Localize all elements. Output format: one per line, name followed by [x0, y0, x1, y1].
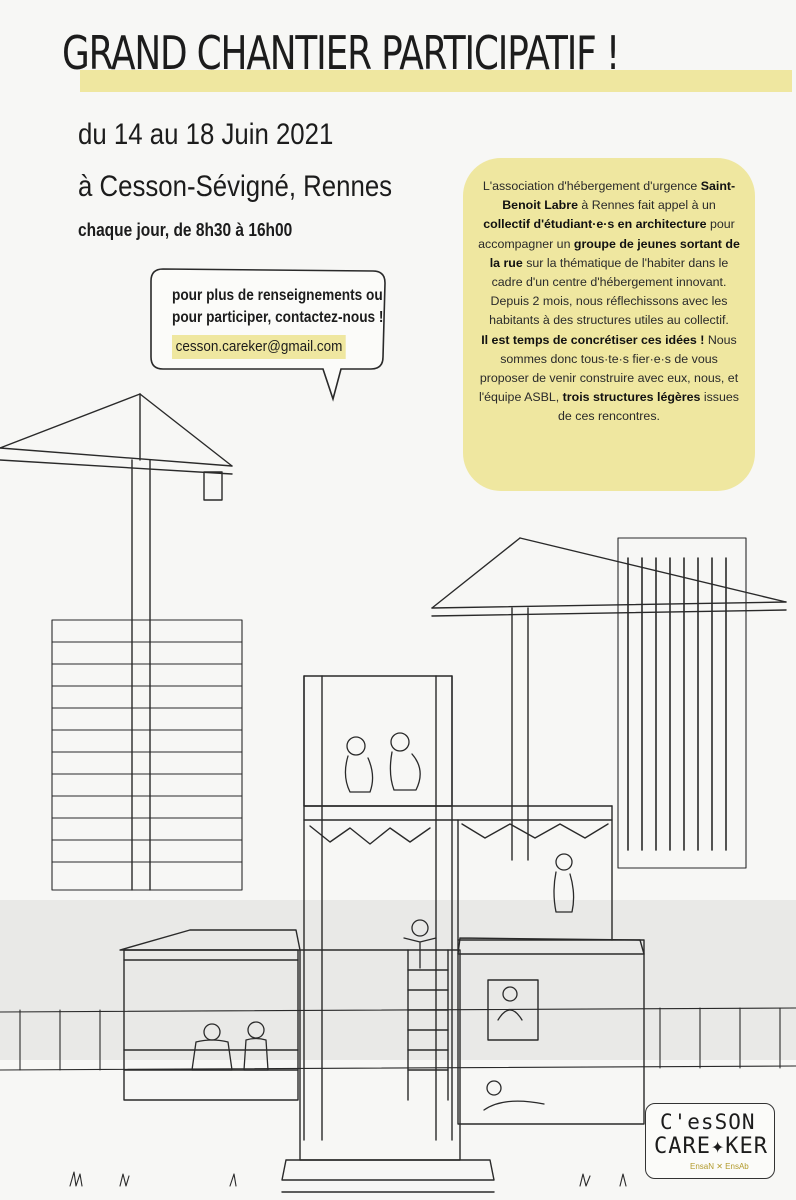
info-text-part: pour accompagner un [478, 217, 735, 251]
event-hours: chaque jour, de 8h30 à 16h00 [78, 220, 293, 240]
construction-drawing [0, 380, 796, 1200]
grass-icon [70, 1172, 626, 1186]
info-text-part: L'association d'hébergement d'urgence [482, 179, 701, 193]
logo-line-3: EnsaN ✕ EnsAb [690, 1162, 749, 1171]
info-youth-group: groupe de jeunes sortant de la rue [489, 236, 740, 270]
info-text-part: Nous sommes donc tous·te·s fier·e·s de vous proposer de venir construire avec eux, nous, et l'équipe ASBL, [479, 332, 739, 405]
careker-logo [645, 1103, 775, 1179]
event-location: à Cesson-Sévigné, Rennes [78, 170, 393, 203]
contact-box [172, 285, 392, 359]
poster-title: GRAND CHANTIER PARTICIPATIF ! [62, 26, 620, 80]
contact-line-2: pour participer, contactez-nous ! [172, 309, 384, 326]
info-text-part: à Rennes fait appel à un [577, 198, 716, 213]
contact-line-1: pour plus de renseignements ou [172, 287, 383, 304]
left-building-icon [52, 620, 242, 890]
info-association-name: Saint-Benoit Labre [502, 179, 736, 213]
right-crane-icon [432, 538, 786, 860]
info-collective: collectif d'étudiant·e·s en architecture [483, 217, 707, 232]
info-call-to-action: Il est temps de concrétiser ces idées ! [481, 332, 705, 347]
event-dates: du 14 au 18 Juin 2021 [78, 118, 334, 151]
title-block [62, 26, 762, 96]
info-text-part: issues de ces rencontres. [558, 390, 739, 424]
info-text-part: sur la thématique de l'habiter dans le cadre d'un centre d'hébergement innovant. Depuis 2 mois, nous réflechissons avec les habitants à des structures utiles au collectif. [489, 255, 729, 328]
logo-line-1: C'esSON [660, 1110, 756, 1134]
contact-email[interactable]: cesson.careker@gmail.com [172, 335, 346, 359]
logo-line-2: CARE✦KER [654, 1134, 768, 1159]
info-structures: trois structures légères [562, 390, 701, 405]
